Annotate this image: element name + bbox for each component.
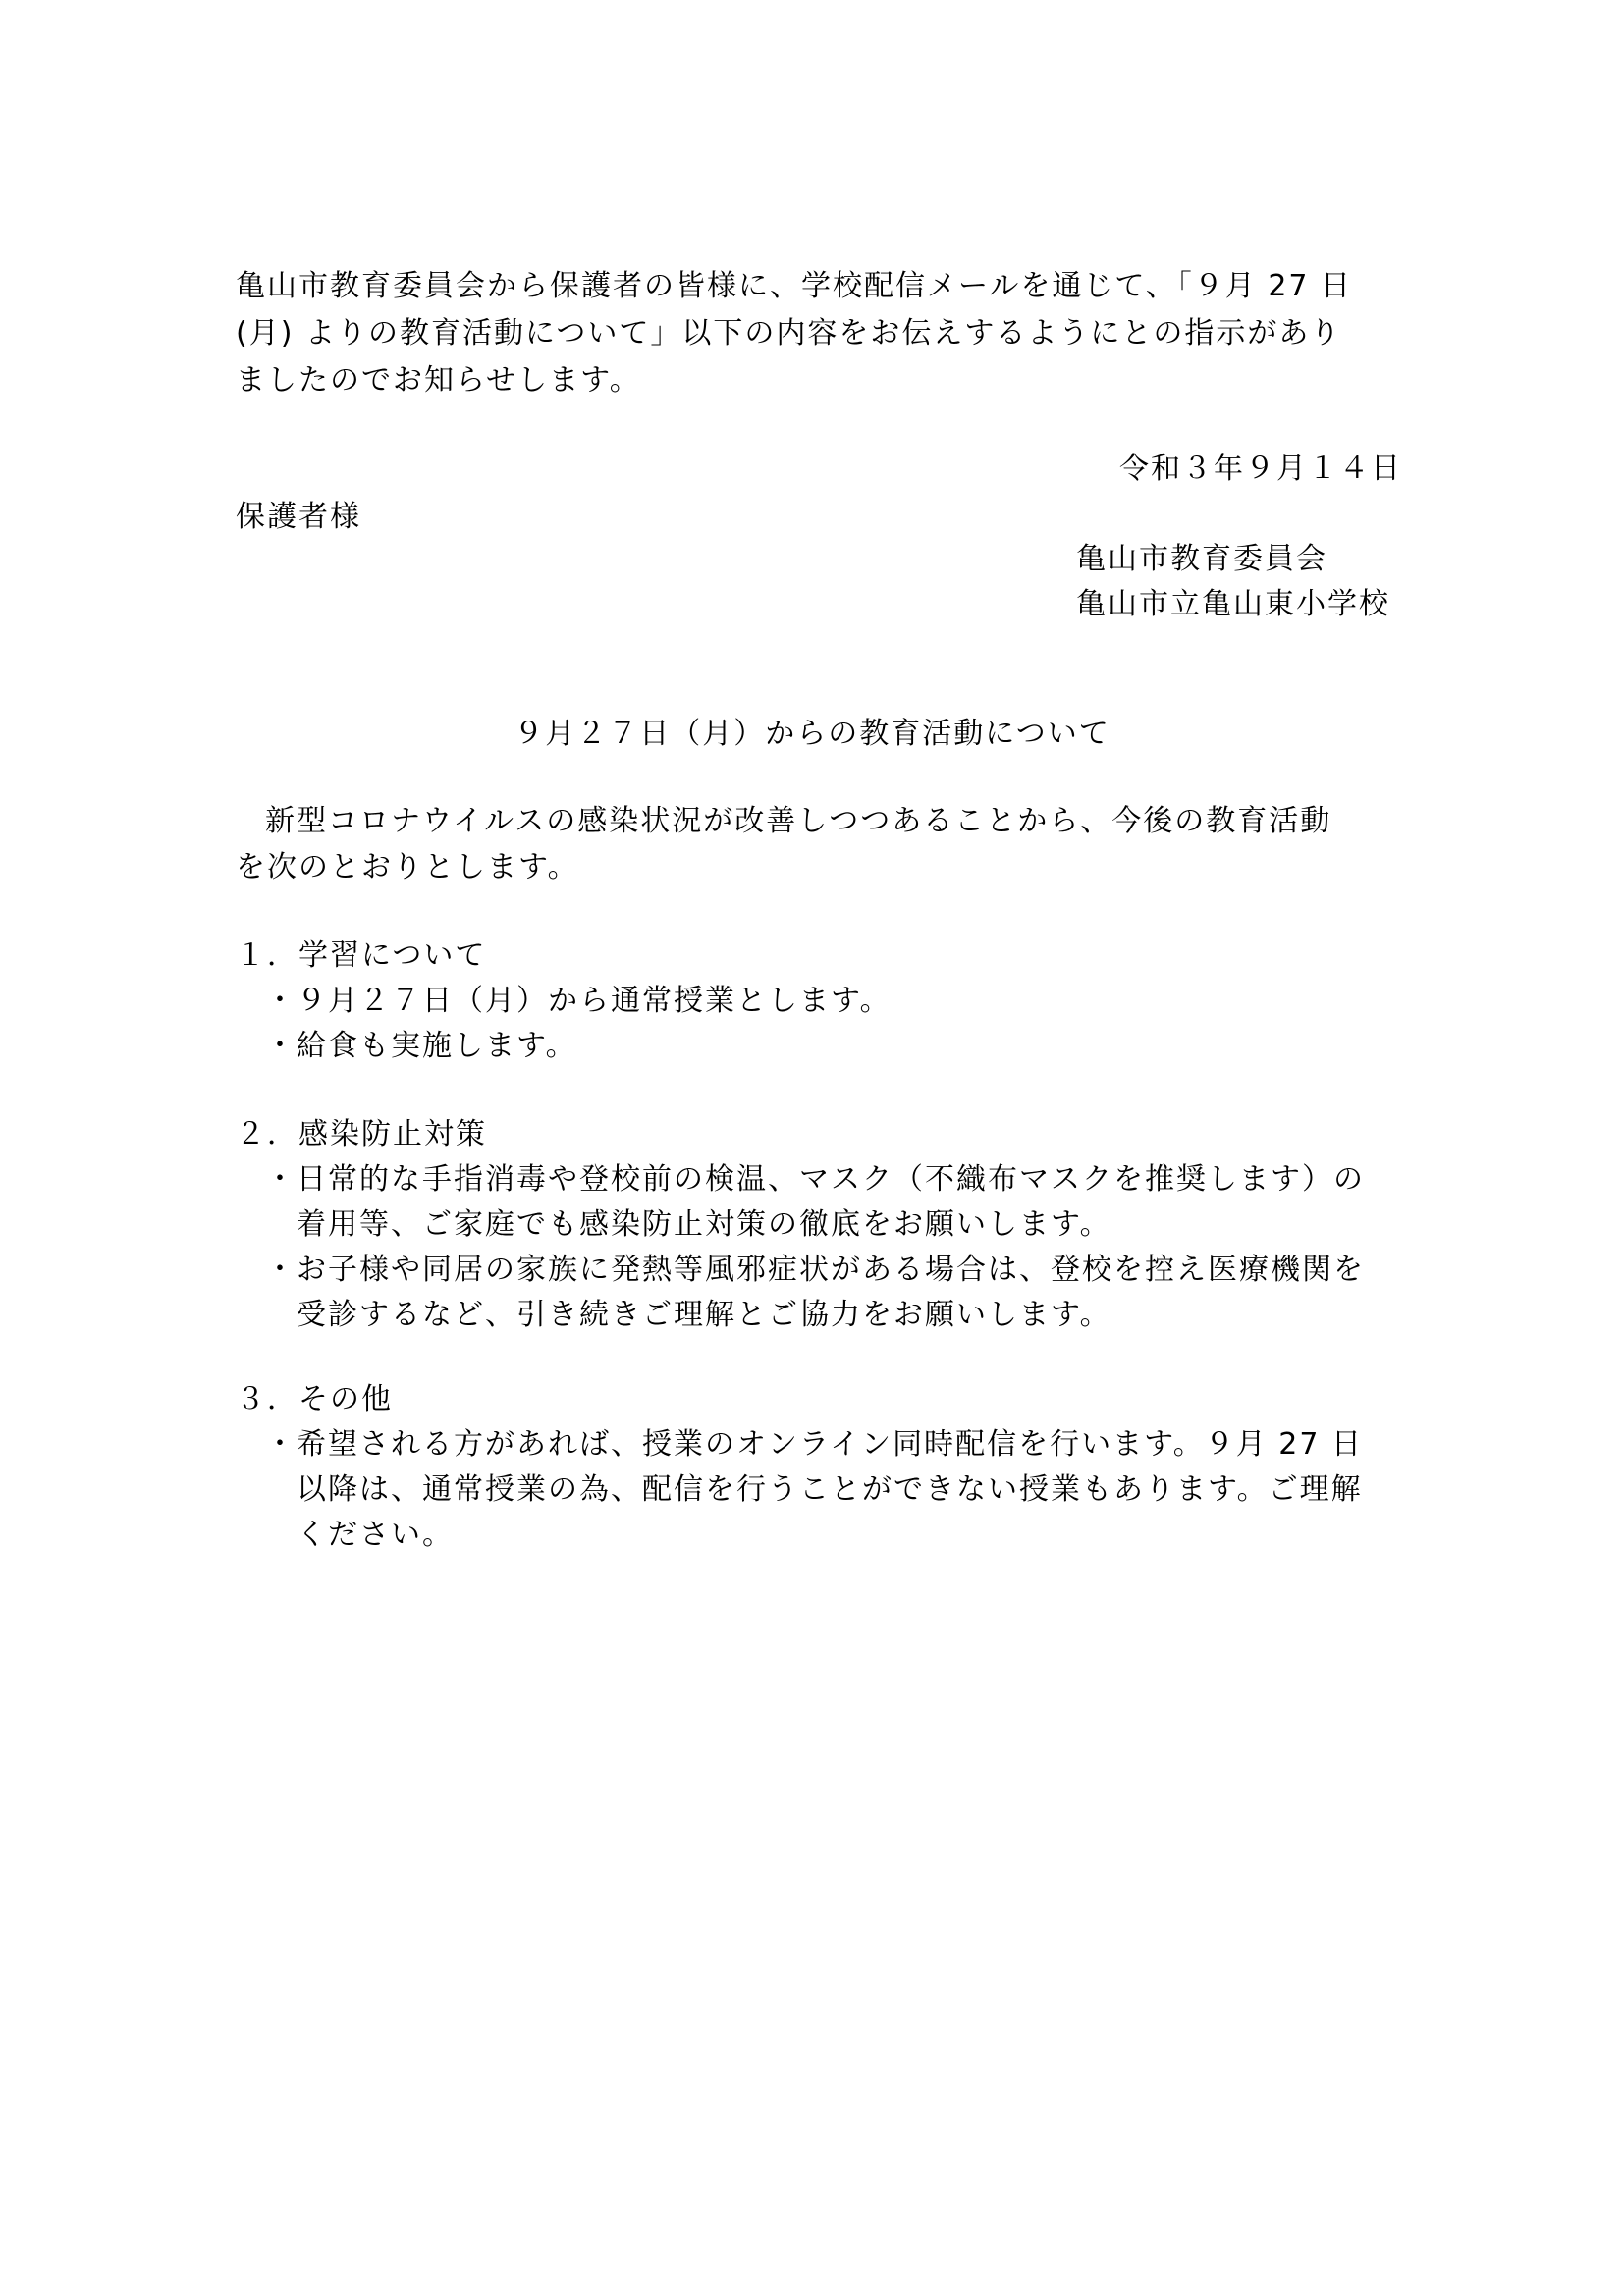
section-3-heading: ３．その他: [236, 1382, 393, 1416]
document-title: ９月２７日（月）からの教育活動について: [514, 717, 1110, 751]
section-1-heading: １．学習について: [236, 938, 487, 973]
body-line-1: 新型コロナウイルスの感染状況が改善しつつあることから、今後の教育活動: [265, 804, 1332, 838]
section-2-item-1: ・日常的な手指消毒や登校前の検温、マスク（不織布マスクを推奨します）の: [265, 1162, 1365, 1197]
section-1-item-1: ・９月２７日（月）から通常授業とします。: [265, 984, 892, 1018]
section-1-item-2: ・給食も実施します。: [265, 1029, 577, 1063]
section-3-item-1-cont: 以降は、通常授業の為、配信を行うことができない授業もあります。ご理解: [297, 1472, 1363, 1507]
section-2-item-1-cont: 着用等、ご家庭でも感染防止対策の徹底をお願いします。: [297, 1207, 1111, 1242]
section-2-item-2: ・お子様や同居の家族に発熱等風邪症状がある場合は、登校を控え医療機関を: [265, 1253, 1365, 1287]
section-2-item-2-cont: 受診するなど、引き続きご理解とご協力をお願いします。: [297, 1298, 1111, 1332]
document-date: 令和３年９月１４日: [1119, 452, 1402, 486]
sender-line-2: 亀山市立亀山東小学校: [1076, 587, 1390, 621]
intro-line-1: 亀山市教育委員会から保護者の皆様に、学校配信メールを通じて、「９月 27 日: [236, 269, 1353, 303]
section-3-item-1: ・希望される方があれば、授業のオンライン同時配信を行います。９月 27 日: [265, 1427, 1363, 1462]
intro-line-2: (月) よりの教育活動について」以下の内容をお伝えするようにとの指示があり: [236, 316, 1342, 350]
recipient: 保護者様: [236, 500, 361, 534]
section-3-item-1-end: ください。: [297, 1518, 454, 1552]
body-line-2: を次のとおりとします。: [236, 850, 579, 884]
section-2-heading: ２．感染防止対策: [236, 1117, 487, 1151]
intro-line-3: ましたのでお知らせします。: [236, 363, 641, 398]
sender-line-1: 亀山市教育委員会: [1076, 542, 1327, 576]
